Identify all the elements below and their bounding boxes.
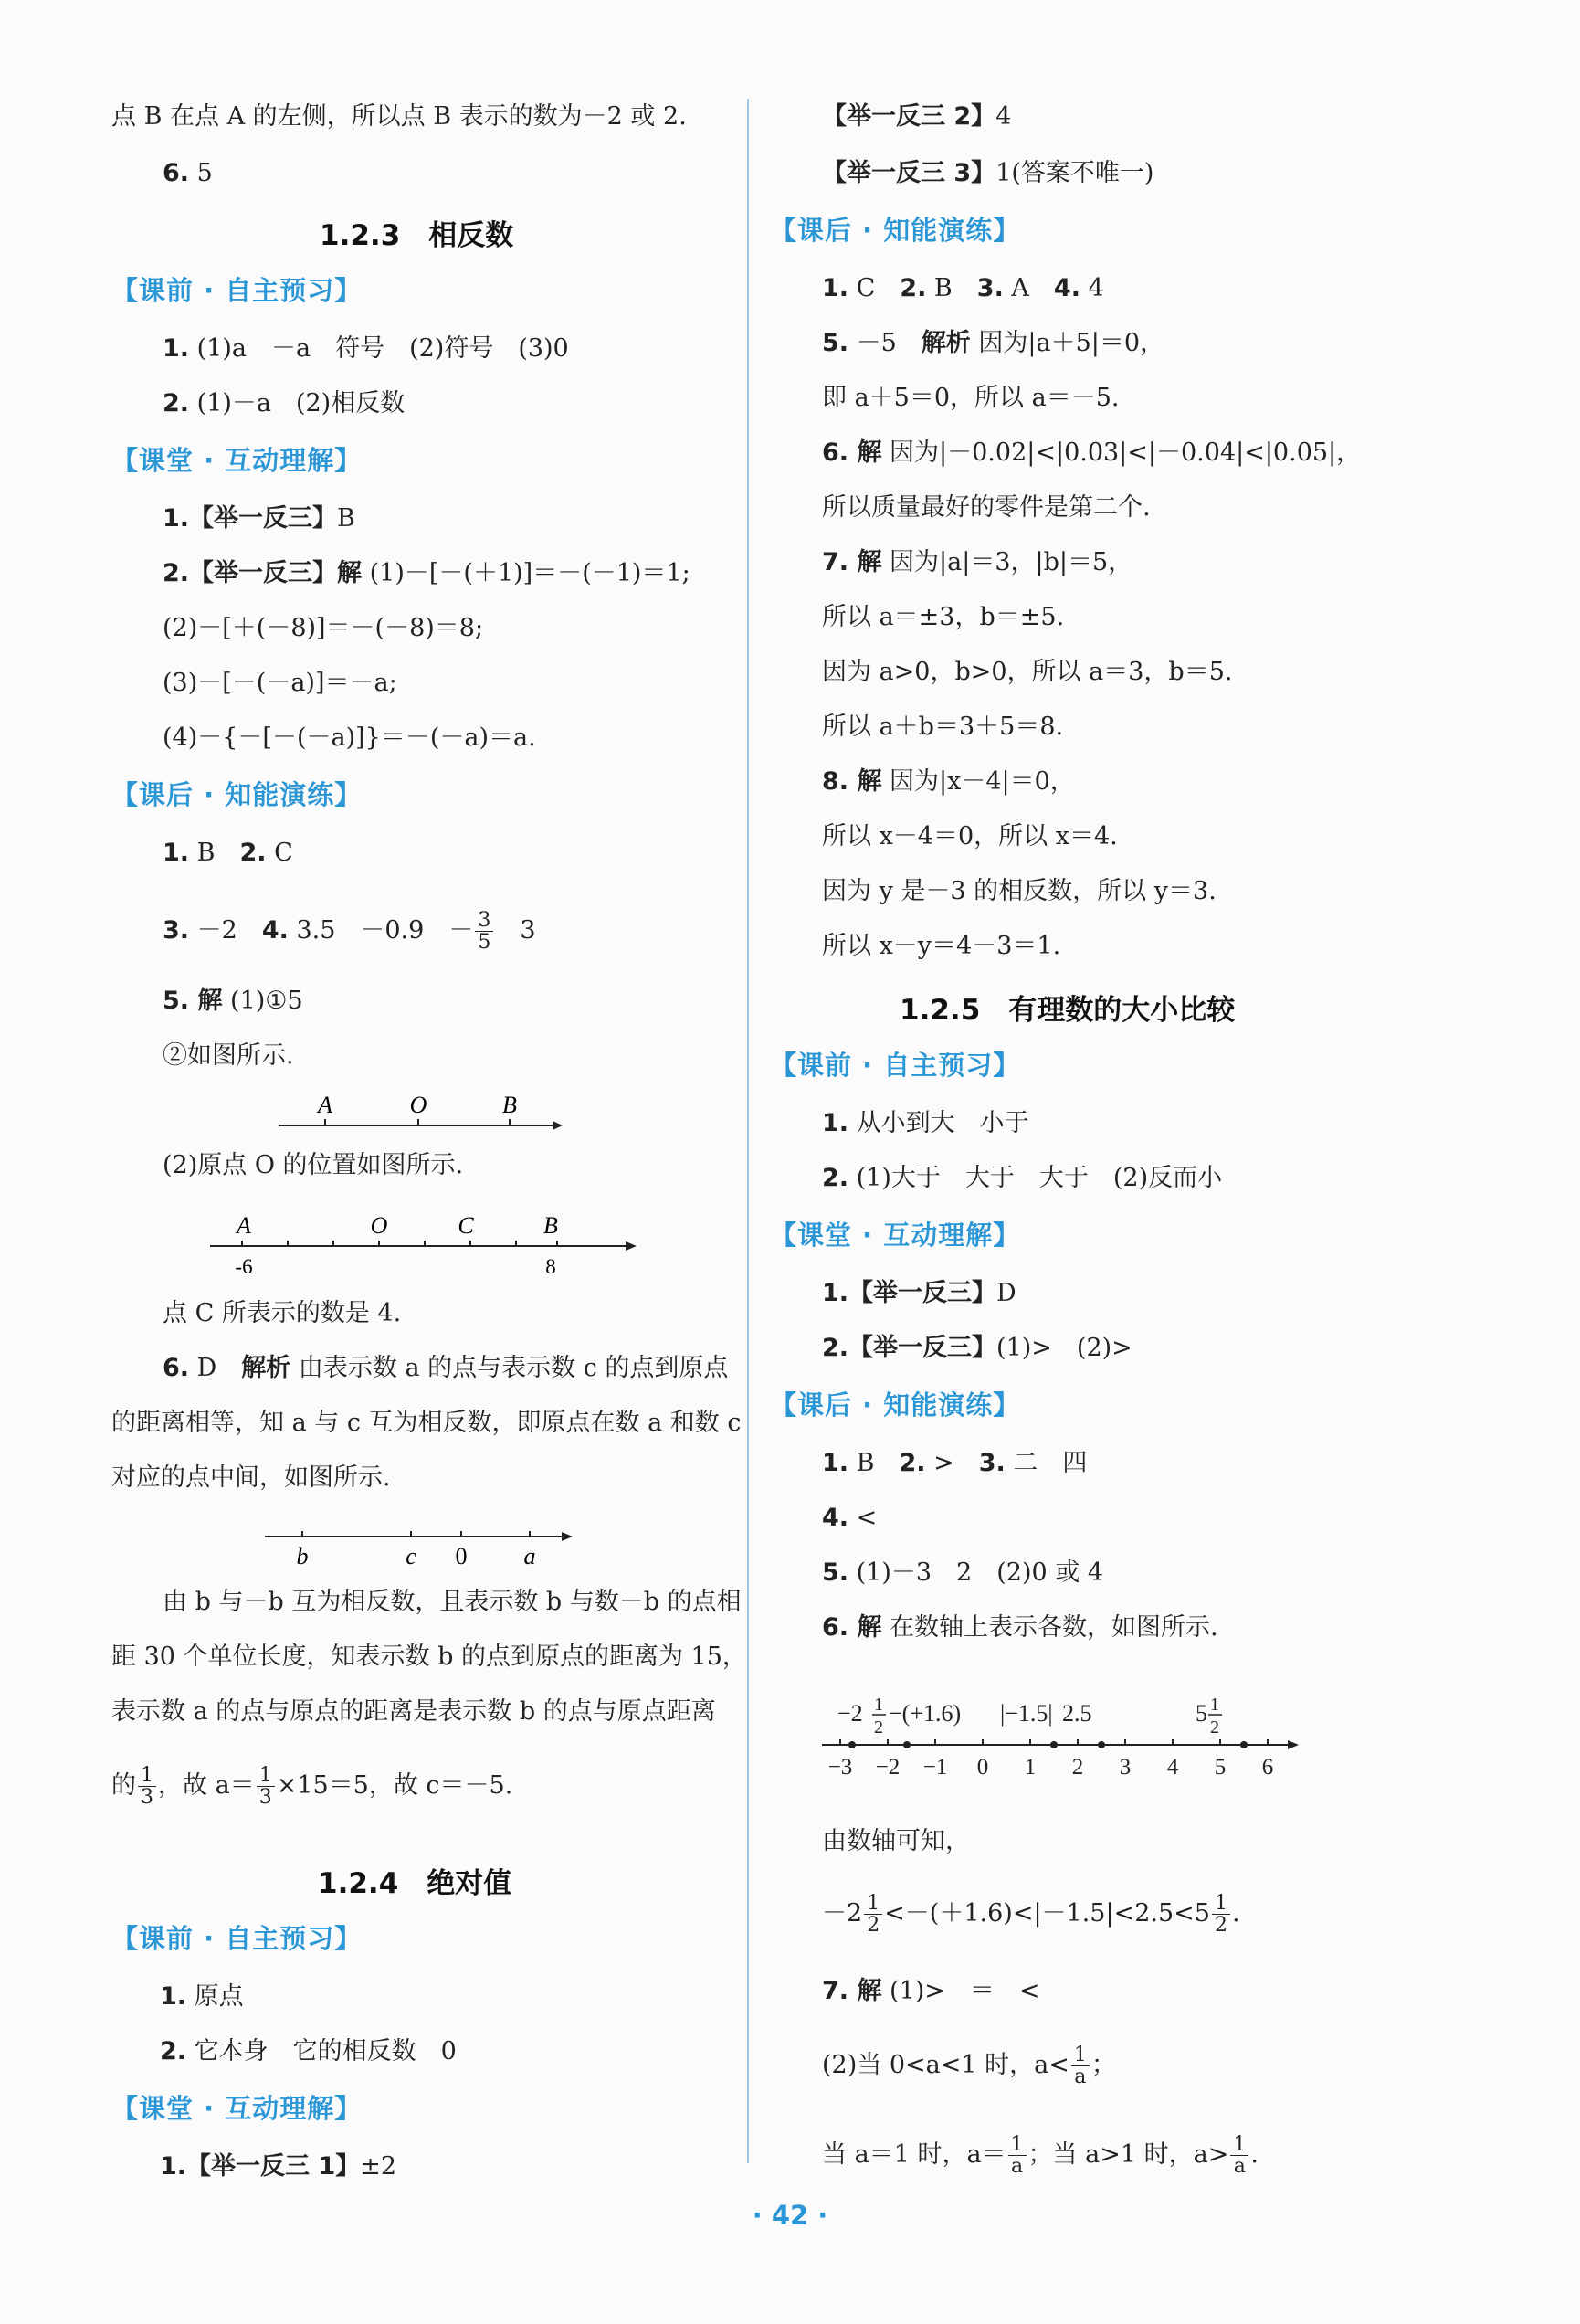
- tick-label: 4: [1166, 1755, 1179, 1780]
- tick-label: −2: [875, 1755, 901, 1780]
- text-line: 所以 x－y＝4－3＝1.: [822, 932, 1061, 960]
- fraction: $\frac{1}{3}$: [138, 1765, 156, 1808]
- point-label: 2: [874, 1717, 883, 1738]
- tag-pre-class: 【课前 · 自主预习】: [111, 275, 363, 306]
- point-label: 2: [1210, 1717, 1219, 1738]
- tag-in-class: 【课堂 · 互动理解】: [111, 445, 363, 476]
- text-line: 因为 y 是－3 的相反数，所以 y＝3.: [822, 877, 1217, 905]
- answer-6: 6. 解 在数轴上表示各数，如图所示.: [822, 1613, 1218, 1642]
- answer-1: 1. 从小到大 小于: [822, 1109, 1029, 1137]
- answer-line: 【举一反三 2】4: [822, 102, 1012, 131]
- answer-1: 1. (1)a －a 符号 (2)符号 (3)0: [163, 334, 569, 363]
- fraction: $\frac{1}{2}$: [864, 1893, 882, 1936]
- answer-2: 2.【举一反三】解 (1)－[－(＋1)]＝－(－1)＝1;: [163, 559, 690, 587]
- point-label: 1: [874, 1695, 883, 1715]
- point-label: 1: [1210, 1695, 1219, 1715]
- text-line: 所以 a＋b＝3＋5＝8.: [822, 713, 1064, 741]
- answer-6: 6. D 解析 由表示数 a 的点与表示数 c 的点到原点: [163, 1354, 729, 1382]
- answer-line: 【举一反三 3】1(答案不唯一): [822, 159, 1154, 187]
- text-line: 对应的点中间，如图所示.: [111, 1463, 391, 1492]
- point-label: O: [370, 1212, 388, 1239]
- tick-label: 3: [1119, 1755, 1132, 1780]
- fraction: $\frac{3}{5}$: [475, 910, 493, 953]
- tick-label: −3: [827, 1755, 853, 1780]
- answer-5: 5. (1)－3 2 (2)0 或 4: [822, 1558, 1103, 1587]
- text-line: 点 B 在点 A 的左侧，所以点 B 表示的数为－2 或 2.: [111, 102, 687, 131]
- tick-label: 5: [1214, 1755, 1227, 1780]
- text-line: 点 C 所表示的数是 4.: [163, 1299, 402, 1327]
- answer-2: 2. 它本身 它的相反数 0: [160, 2037, 457, 2065]
- answer-1: 1.【举一反三】D: [822, 1279, 1016, 1307]
- text-line: (3)－[－(－a)]＝－a;: [163, 669, 397, 697]
- point-label: O: [409, 1092, 427, 1118]
- point-label: a: [523, 1543, 536, 1569]
- answer-2: 2. (1)－a (2)相反数: [163, 389, 406, 417]
- answer-1: 1. 原点: [160, 1982, 244, 2011]
- text-line: (2)－[＋(－8)]＝－(－8)＝8;: [163, 614, 484, 642]
- point-label: b: [296, 1543, 309, 1569]
- text-line: 所以 x－4＝0，所以 x＝4.: [822, 822, 1118, 850]
- tag-pre-class: 【课前 · 自主预习】: [111, 1923, 363, 1954]
- answer-4: 4. <: [822, 1504, 878, 1532]
- answer-6: 6. 解 因为|－0.02|<|0.03|<|－0.04|<|0.05|，: [822, 438, 1362, 467]
- text-line: 所以质量最好的零件是第二个.: [822, 493, 1151, 522]
- answer-7: 7. 解 因为|a|＝3，|b|＝5，: [822, 548, 1133, 576]
- tick-label: -6: [235, 1255, 253, 1278]
- answer-5: 5. 解 (1)①5: [163, 987, 303, 1015]
- text-line: －2 $\frac{1}{2}$ <－(＋1.6)<|－1.5|<2.5<5 $\frac{1}{2}$ .: [822, 1892, 1240, 1938]
- column-divider: [747, 99, 749, 2163]
- point-label: C: [458, 1212, 474, 1239]
- point-label: A: [237, 1212, 251, 1239]
- fraction: $\frac{1}{3}$: [257, 1765, 275, 1808]
- point-label: A: [318, 1092, 332, 1118]
- point-label: |−1.5|: [1000, 1700, 1053, 1727]
- left-column: [0, 0, 747, 2192]
- point-label: 2.5: [1062, 1700, 1092, 1727]
- text-line: (4)－{－[－(－a)]}＝－(－a)＝a.: [163, 724, 536, 752]
- point-label: 0: [455, 1543, 468, 1569]
- text-line: 的 $\frac{1}{3}$ ，故 a＝ $\frac{1}{3}$ ×15＝5，故 c＝－5.: [111, 1764, 513, 1810]
- page-number: · 42 ·: [752, 2200, 828, 2231]
- fraction: $\frac{1}{a}$: [1008, 2134, 1027, 2177]
- text-line: (2)原点 O 的位置如图所示.: [163, 1151, 464, 1179]
- point-label: 5: [1196, 1700, 1207, 1727]
- tick-label: 0: [976, 1755, 989, 1780]
- right-column: [753, 0, 1580, 2192]
- answers-1-2: 1. B 2. C: [163, 839, 293, 867]
- text-line: (2)当 0<a<1 时，a< $\frac{1}{a}$ ；: [822, 2044, 1116, 2089]
- tag-in-class: 【课堂 · 互动理解】: [770, 1220, 1021, 1251]
- answers-1-3: 1. B 2. > 3. 二 四: [822, 1449, 1088, 1477]
- text-line: 当 a＝1 时，a＝ $\frac{1}{a}$ ；当 a>1 时，a> $\frac{1}{a}$ .: [822, 2133, 1259, 2179]
- tag-after-class: 【课后 · 知能演练】: [770, 1389, 1021, 1421]
- text-line: 所以 a＝±3，b＝±5.: [822, 603, 1065, 631]
- number-line-4: [817, 1683, 1329, 1796]
- text-line: 距 30 个单位长度，知表示数 b 的点到原点的距离为 15，: [111, 1643, 747, 1671]
- section-title-1-2-4: 1.2.4 绝对值: [318, 1867, 512, 1900]
- point-label: −2: [837, 1700, 863, 1727]
- text-line: 由数轴可知，: [822, 1827, 970, 1855]
- tick-label: 6: [1261, 1755, 1274, 1780]
- answer-1: 1.【举一反三 1】±2: [160, 2152, 397, 2181]
- answer-8: 8. 解 因为|x－4|＝0，: [822, 767, 1075, 796]
- tick-label: 1: [1024, 1755, 1037, 1780]
- point-label: c: [406, 1543, 416, 1569]
- tick-label: 2: [1071, 1755, 1084, 1780]
- tag-pre-class: 【课前 · 自主预习】: [770, 1050, 1021, 1081]
- section-title-1-2-5: 1.2.5 有理数的大小比较: [900, 994, 1236, 1027]
- point-label: B: [543, 1212, 558, 1239]
- fraction: $\frac{1}{2}$: [1212, 1893, 1230, 1936]
- text-line: 表示数 a 的点与原点的距离是表示数 b 的点与原点距离: [111, 1697, 716, 1726]
- point-label: −(+1.6): [889, 1700, 962, 1727]
- text-line: 即 a＋5＝0，所以 a＝－5.: [822, 384, 1120, 412]
- tag-after-class: 【课后 · 知能演练】: [111, 779, 363, 810]
- answer-6: 6. 5: [163, 159, 213, 187]
- point-label: B: [502, 1092, 517, 1118]
- tick-label: −1: [922, 1755, 948, 1780]
- answer-5: 5. －5 解析 因为|a＋5|＝0，: [822, 329, 1165, 357]
- tick-label: 8: [545, 1255, 556, 1278]
- fraction: $\frac{1}{a}$: [1071, 2044, 1090, 2087]
- text-line: 的距离相等，知 a 与 c 互为相反数，即原点在数 a 和数 c: [111, 1409, 742, 1437]
- text-line: 因为 a>0，b>0，所以 a＝3，b＝5.: [822, 658, 1233, 686]
- answer-2: 2.【举一反三】(1)> (2)>: [822, 1334, 1132, 1362]
- text-line: 由 b 与－b 互为相反数，且表示数 b 与数－b 的点相: [163, 1588, 742, 1616]
- answer-1: 1.【举一反三】B: [163, 504, 355, 533]
- fraction: $\frac{1}{a}$: [1230, 2134, 1248, 2177]
- tag-after-class: 【课后 · 知能演练】: [770, 215, 1021, 246]
- tag-in-class: 【课堂 · 互动理解】: [111, 2093, 363, 2124]
- answers-1-4: 1. C 2. B 3. A 4. 4: [822, 274, 1104, 302]
- answers-3-4: 3. －2 4. 3.5 －0.9 － $\frac{3}{5}$ 3: [163, 909, 536, 955]
- number-line-1: [274, 1089, 566, 1144]
- number-line-2: [205, 1208, 644, 1294]
- answer-7: 7. 解 (1)> ＝ <: [822, 1977, 1040, 2005]
- answer-2: 2. (1)大于 大于 大于 (2)反而小: [822, 1164, 1223, 1192]
- number-line-3: [260, 1516, 589, 1580]
- section-title-1-2-3: 1.2.3 相反数: [320, 219, 514, 252]
- text-line: ②如图所示.: [163, 1041, 294, 1070]
